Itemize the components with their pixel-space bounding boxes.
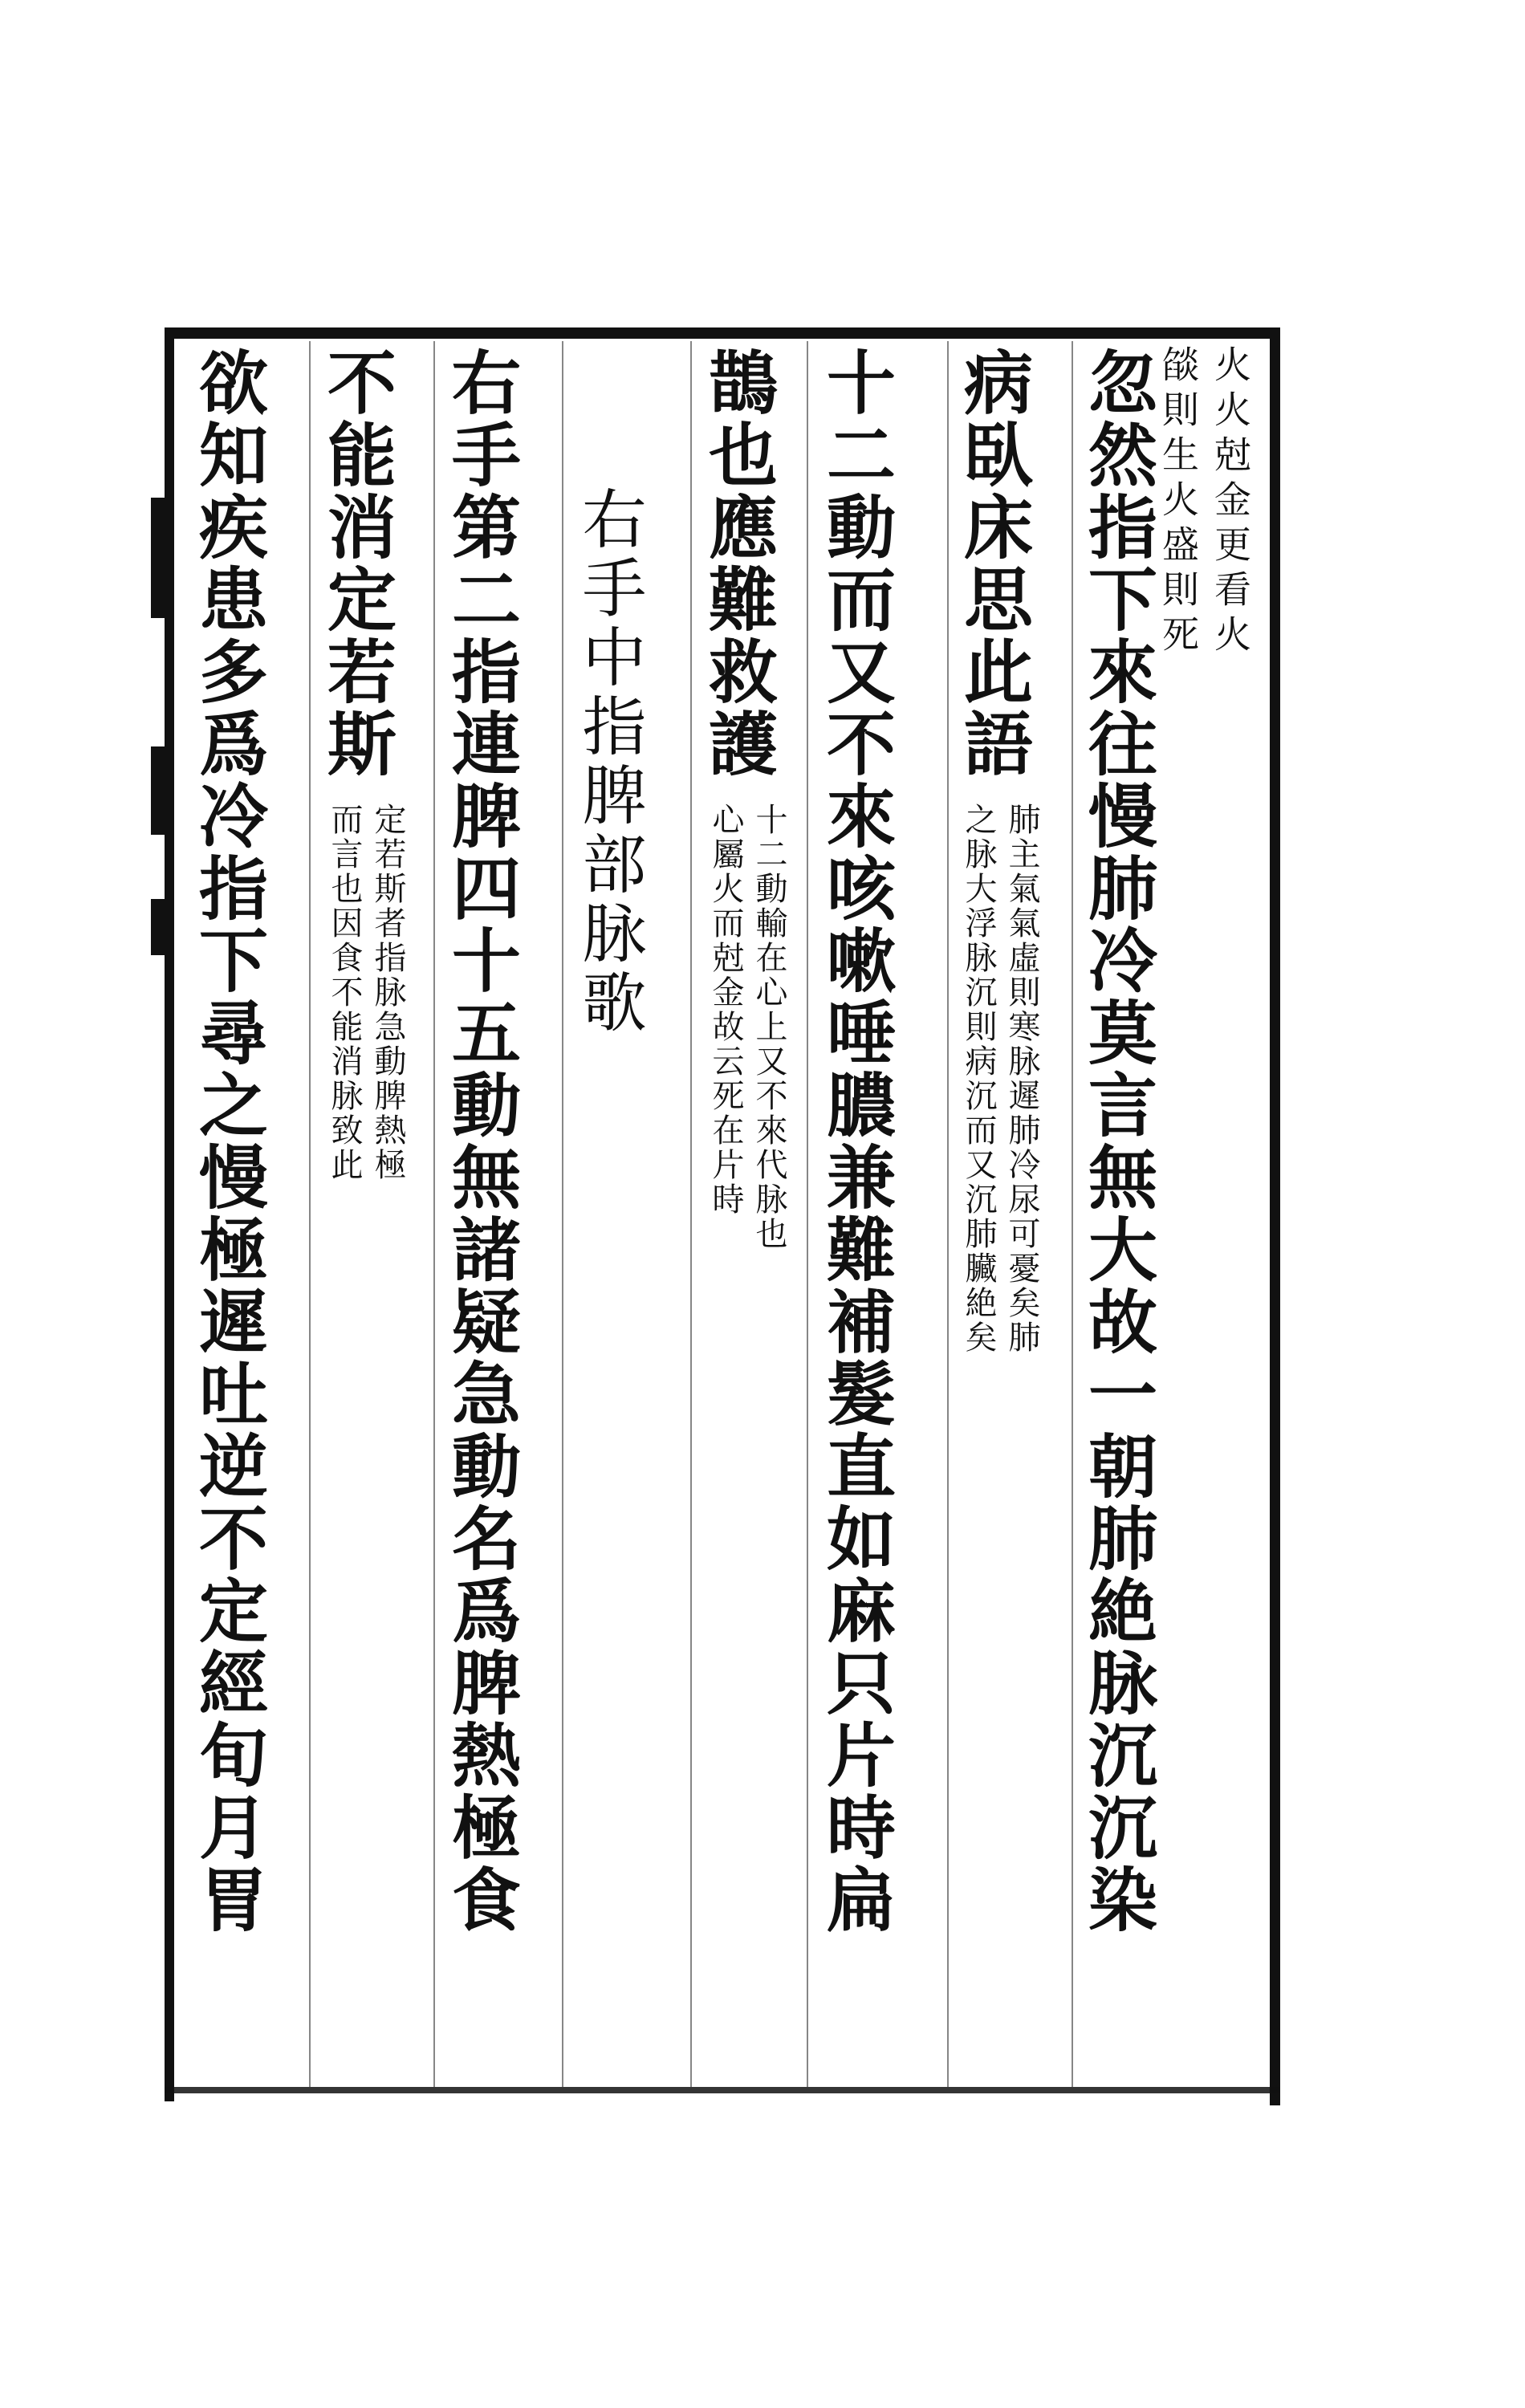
- spine-mark: [151, 899, 165, 955]
- text-column-4: 病臥床思此語: [952, 347, 1033, 780]
- annotation-column-4: [959, 803, 1047, 2087]
- column-rule: [807, 341, 808, 2087]
- column-rule: [1072, 341, 1073, 2087]
- spine-mark: [151, 746, 165, 835]
- text-column-2: 燄則生火盛則死: [1157, 345, 1200, 660]
- text-column-1: 火火尅金更看火: [1209, 345, 1252, 660]
- text-column-8: 右手第二指連脾四十五動無諸疑急動名爲脾熱極食: [440, 347, 521, 1936]
- annotation-column-6: [706, 803, 795, 1846]
- frame-left-border: [165, 327, 174, 2101]
- column-rule: [309, 341, 311, 2087]
- annotation-line: 心屬火而尅金故云死在片時: [707, 803, 744, 1217]
- annotation-line: 十二動輸在心上又不來代脉也: [750, 803, 787, 1251]
- annotation-column-9: [325, 803, 413, 1766]
- text-column-5: 十二動而又不來咳嗽唾膿兼難補髮直如麻只片時扁: [815, 347, 896, 1936]
- text-column-10: 欲知疾患多爲冷指下尋之慢極遲吐逆不定經旬月胃: [187, 347, 268, 1936]
- frame-right-border: [1270, 327, 1280, 2105]
- annotation-line: 之脉大浮脉沉則病沉而又沉肺臟絶矣: [960, 803, 997, 1355]
- frame-top-border: [165, 327, 1280, 339]
- column-rule: [690, 341, 692, 2087]
- column-rule: [947, 341, 949, 2087]
- column-rule: [562, 341, 563, 2087]
- annotation-line: 定若斯者指脉急動脾熱極: [369, 803, 406, 1182]
- annotation-line: 肺主氣氣虛則寒脉遲肺冷尿可憂矣肺: [1003, 803, 1040, 1355]
- spine-mark: [151, 498, 165, 618]
- frame-bottom-border: [165, 2087, 1280, 2093]
- section-heading: 右手中指脾部脉歌: [571, 486, 646, 1038]
- text-column-9: 不能消定若斯: [315, 347, 396, 780]
- text-column-6: 鵲也應難救護: [697, 347, 778, 780]
- annotation-line: 而言也因食不能消脉致此: [326, 803, 363, 1182]
- text-column-3: 忽然指下來往慢肺冷莫言無大故一朝肺絶脉沉沉染: [1076, 347, 1157, 1936]
- column-rule: [433, 341, 435, 2087]
